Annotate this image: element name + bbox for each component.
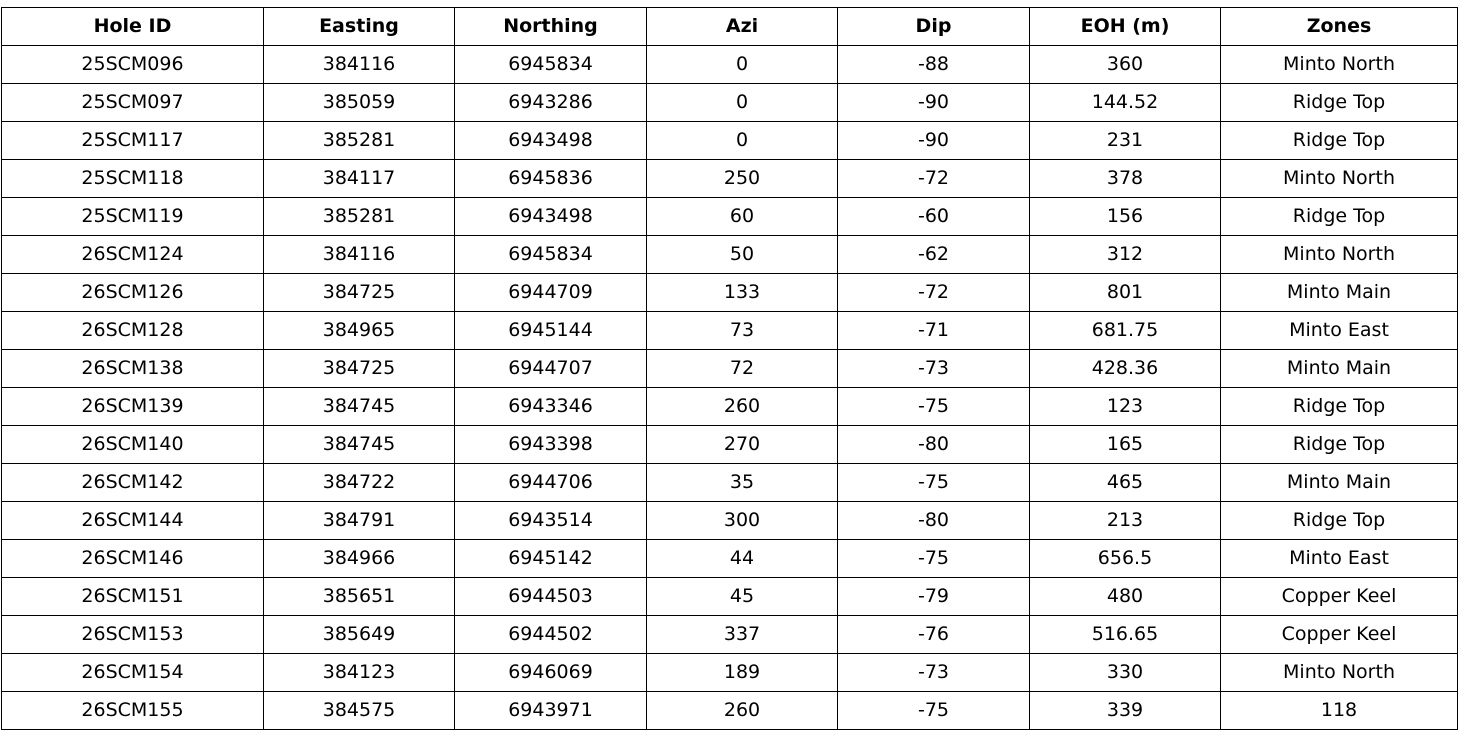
cell-eoh: 231 <box>1030 122 1221 160</box>
cell-easting: 385281 <box>264 122 455 160</box>
cell-azi: 189 <box>647 654 838 692</box>
cell-zones: Minto Main <box>1221 464 1458 502</box>
cell-azi: 260 <box>647 388 838 426</box>
cell-eoh: 213 <box>1030 502 1221 540</box>
table-row <box>2 46 1458 84</box>
cell-northing: 6945142 <box>455 540 647 578</box>
cell-eoh: 656.5 <box>1030 540 1221 578</box>
table-row <box>2 388 1458 426</box>
column-header-northing: Northing <box>455 8 647 46</box>
cell-easting: 384575 <box>264 692 455 730</box>
cell-azi: 260 <box>647 692 838 730</box>
cell-zones: Minto North <box>1221 46 1458 84</box>
cell-eoh: 360 <box>1030 46 1221 84</box>
table-row <box>2 464 1458 502</box>
cell-azi: 50 <box>647 236 838 274</box>
cell-zones: Ridge Top <box>1221 122 1458 160</box>
cell-azi: 0 <box>647 46 838 84</box>
cell-easting: 384116 <box>264 236 455 274</box>
cell-zones: Copper Keel <box>1221 578 1458 616</box>
cell-dip: -72 <box>838 274 1030 312</box>
cell-azi: 337 <box>647 616 838 654</box>
cell-dip: -73 <box>838 654 1030 692</box>
cell-dip: -60 <box>838 198 1030 236</box>
cell-azi: 0 <box>647 84 838 122</box>
cell-easting: 384791 <box>264 502 455 540</box>
cell-easting: 384123 <box>264 654 455 692</box>
table-row <box>2 122 1458 160</box>
column-header-easting: Easting <box>264 8 455 46</box>
cell-azi: 72 <box>647 350 838 388</box>
cell-easting: 384725 <box>264 274 455 312</box>
cell-azi: 45 <box>647 578 838 616</box>
cell-eoh: 339 <box>1030 692 1221 730</box>
cell-hole-id: 26SCM153 <box>2 616 264 654</box>
cell-hole-id: 25SCM118 <box>2 160 264 198</box>
cell-easting: 384116 <box>264 46 455 84</box>
cell-zones: Ridge Top <box>1221 388 1458 426</box>
cell-hole-id: 26SCM140 <box>2 426 264 464</box>
column-header-zones: Zones <box>1221 8 1458 46</box>
cell-easting: 384745 <box>264 388 455 426</box>
cell-northing: 6945144 <box>455 312 647 350</box>
cell-zones: 118 <box>1221 692 1458 730</box>
cell-easting: 384117 <box>264 160 455 198</box>
cell-dip: -75 <box>838 692 1030 730</box>
cell-dip: -75 <box>838 388 1030 426</box>
cell-azi: 60 <box>647 198 838 236</box>
cell-dip: -71 <box>838 312 1030 350</box>
cell-dip: -76 <box>838 616 1030 654</box>
table-row <box>2 236 1458 274</box>
drill-hole-table-container <box>1 7 1457 730</box>
cell-hole-id: 26SCM142 <box>2 464 264 502</box>
cell-dip: -80 <box>838 502 1030 540</box>
cell-hole-id: 25SCM119 <box>2 198 264 236</box>
table-row <box>2 616 1458 654</box>
cell-hole-id: 26SCM151 <box>2 578 264 616</box>
cell-northing: 6944503 <box>455 578 647 616</box>
cell-dip: -80 <box>838 426 1030 464</box>
cell-dip: -88 <box>838 46 1030 84</box>
cell-northing: 6944707 <box>455 350 647 388</box>
cell-easting: 385059 <box>264 84 455 122</box>
cell-zones: Minto North <box>1221 160 1458 198</box>
cell-northing: 6943971 <box>455 692 647 730</box>
table-row <box>2 502 1458 540</box>
table-row <box>2 84 1458 122</box>
cell-northing: 6943498 <box>455 122 647 160</box>
cell-hole-id: 26SCM138 <box>2 350 264 388</box>
cell-zones: Minto North <box>1221 236 1458 274</box>
cell-northing: 6944706 <box>455 464 647 502</box>
cell-azi: 133 <box>647 274 838 312</box>
cell-northing: 6943286 <box>455 84 647 122</box>
cell-eoh: 801 <box>1030 274 1221 312</box>
cell-eoh: 123 <box>1030 388 1221 426</box>
cell-azi: 250 <box>647 160 838 198</box>
cell-azi: 44 <box>647 540 838 578</box>
cell-easting: 384965 <box>264 312 455 350</box>
cell-eoh: 144.52 <box>1030 84 1221 122</box>
cell-zones: Minto Main <box>1221 274 1458 312</box>
cell-dip: -62 <box>838 236 1030 274</box>
cell-zones: Minto East <box>1221 312 1458 350</box>
table-row <box>2 426 1458 464</box>
column-header-eoh: EOH (m) <box>1030 8 1221 46</box>
cell-zones: Copper Keel <box>1221 616 1458 654</box>
cell-northing: 6945836 <box>455 160 647 198</box>
cell-azi: 300 <box>647 502 838 540</box>
cell-easting: 384725 <box>264 350 455 388</box>
cell-eoh: 330 <box>1030 654 1221 692</box>
table-row <box>2 312 1458 350</box>
cell-northing: 6944709 <box>455 274 647 312</box>
cell-azi: 73 <box>647 312 838 350</box>
cell-northing: 6944502 <box>455 616 647 654</box>
cell-zones: Ridge Top <box>1221 84 1458 122</box>
table-row <box>2 540 1458 578</box>
cell-hole-id: 26SCM126 <box>2 274 264 312</box>
cell-zones: Ridge Top <box>1221 426 1458 464</box>
column-header-dip: Dip <box>838 8 1030 46</box>
cell-dip: -90 <box>838 84 1030 122</box>
cell-eoh: 480 <box>1030 578 1221 616</box>
column-header-azi: Azi <box>647 8 838 46</box>
cell-zones: Ridge Top <box>1221 502 1458 540</box>
cell-eoh: 165 <box>1030 426 1221 464</box>
table-row <box>2 350 1458 388</box>
table-row <box>2 274 1458 312</box>
cell-northing: 6943346 <box>455 388 647 426</box>
cell-dip: -90 <box>838 122 1030 160</box>
cell-azi: 0 <box>647 122 838 160</box>
cell-dip: -75 <box>838 540 1030 578</box>
cell-dip: -79 <box>838 578 1030 616</box>
drill-hole-table <box>1 7 1458 730</box>
cell-eoh: 378 <box>1030 160 1221 198</box>
cell-eoh: 156 <box>1030 198 1221 236</box>
cell-easting: 384745 <box>264 426 455 464</box>
cell-easting: 384722 <box>264 464 455 502</box>
cell-eoh: 465 <box>1030 464 1221 502</box>
table-row <box>2 198 1458 236</box>
cell-easting: 385281 <box>264 198 455 236</box>
table-row <box>2 578 1458 616</box>
cell-hole-id: 25SCM096 <box>2 46 264 84</box>
cell-azi: 270 <box>647 426 838 464</box>
cell-northing: 6945834 <box>455 46 647 84</box>
cell-hole-id: 26SCM155 <box>2 692 264 730</box>
cell-northing: 6945834 <box>455 236 647 274</box>
table-header <box>2 8 1458 46</box>
table-row <box>2 692 1458 730</box>
cell-northing: 6943398 <box>455 426 647 464</box>
cell-northing: 6943514 <box>455 502 647 540</box>
cell-northing: 6946069 <box>455 654 647 692</box>
cell-azi: 35 <box>647 464 838 502</box>
cell-dip: -72 <box>838 160 1030 198</box>
cell-northing: 6943498 <box>455 198 647 236</box>
cell-hole-id: 26SCM146 <box>2 540 264 578</box>
cell-eoh: 516.65 <box>1030 616 1221 654</box>
table-body <box>2 46 1458 730</box>
cell-zones: Ridge Top <box>1221 198 1458 236</box>
table-row <box>2 160 1458 198</box>
cell-easting: 384966 <box>264 540 455 578</box>
cell-hole-id: 26SCM124 <box>2 236 264 274</box>
cell-hole-id: 25SCM117 <box>2 122 264 160</box>
cell-hole-id: 26SCM154 <box>2 654 264 692</box>
cell-zones: Minto North <box>1221 654 1458 692</box>
cell-eoh: 312 <box>1030 236 1221 274</box>
cell-dip: -75 <box>838 464 1030 502</box>
cell-eoh: 428.36 <box>1030 350 1221 388</box>
header-row <box>2 8 1458 46</box>
cell-hole-id: 26SCM144 <box>2 502 264 540</box>
table-row <box>2 654 1458 692</box>
cell-zones: Minto East <box>1221 540 1458 578</box>
cell-hole-id: 26SCM139 <box>2 388 264 426</box>
column-header-hole-id: Hole ID <box>2 8 264 46</box>
cell-hole-id: 26SCM128 <box>2 312 264 350</box>
cell-dip: -73 <box>838 350 1030 388</box>
cell-eoh: 681.75 <box>1030 312 1221 350</box>
cell-easting: 385649 <box>264 616 455 654</box>
cell-hole-id: 25SCM097 <box>2 84 264 122</box>
cell-zones: Minto Main <box>1221 350 1458 388</box>
cell-easting: 385651 <box>264 578 455 616</box>
